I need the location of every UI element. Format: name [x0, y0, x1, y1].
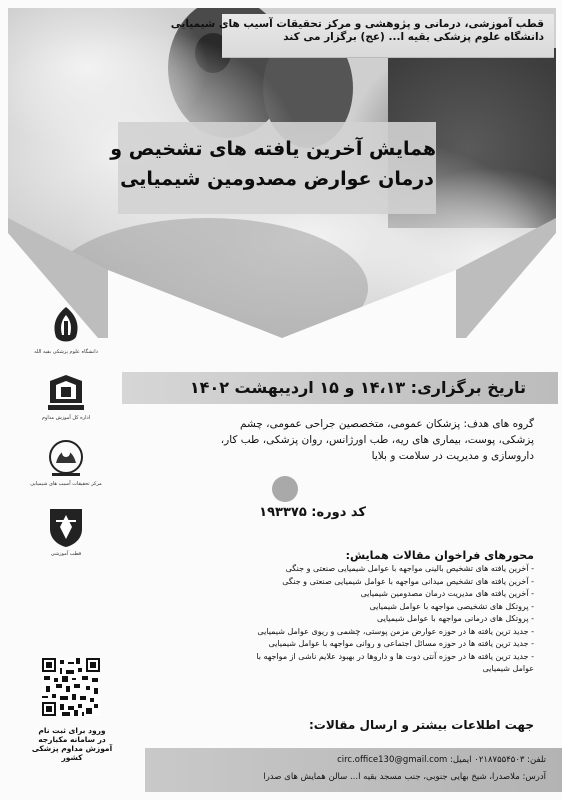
title-box: [110, 122, 436, 214]
organizer-line-2: دانشگاه علوم پزشکی بقیه ا... (عج) برگزار می کند: [283, 31, 544, 43]
topic-item: - پروتکل های تشخیصی مواجهه با عوامل شیمیایی: [369, 601, 534, 611]
logo-caption-2: اداره کل آموزش مداوم: [41, 415, 91, 421]
call-for-papers-topics: [234, 548, 534, 676]
topic-item: - آخرین یافته های مدیریت درمان مصدومین شیمیایی: [360, 589, 534, 598]
qr-caption-line-2: در سامانه مکبارجه: [38, 735, 106, 744]
organizer-box: [170, 14, 554, 58]
target-groups: [198, 416, 534, 464]
topic-item: - آخرین یافته های تشخیص میدانی مواجهه با عوامل شیمیایی صنعتی و جنگی: [282, 576, 534, 586]
qr-caption-line-3: آموزش مداوم پزشکی کشور: [31, 744, 113, 762]
address-line: آدرس: ملاصدرا، شیخ بهایی جنوبی، جنب مسجد بقیه ا... سالن همایش های صدرا: [263, 772, 546, 782]
education-emblem-icon: [44, 373, 88, 413]
hub-shield-icon: [46, 505, 86, 549]
decorative-circle: [272, 476, 298, 502]
topic-item: عوامل شیمیایی: [482, 664, 534, 673]
logo-research-center: [30, 439, 102, 487]
topic-item: - جدید ترین یافته ها در حوزه آنتی دوت ها و داروها در بهبود علایم ناشی از مواجهه با: [256, 651, 534, 661]
target-line-2: پزشکی، پوست، بیماری های ریه، طب اورژانس، روان پزشکی، طب کار،: [220, 434, 534, 446]
logos-column: [30, 305, 102, 575]
topic-item: - جدید ترین یافته ها در حوزه مسائل اجتماعی و روانی مواجهه با عوامل شیمیایی: [268, 639, 534, 648]
contact-footer: [145, 748, 562, 792]
logo-caption-3: مرکز تحقیقات آسیب های شیمیایی: [30, 481, 102, 487]
title-line-2: درمان عوارض مصدومین شیمیایی: [120, 168, 434, 190]
title-line-1: همایش آخرین یافته های تشخیص و: [110, 138, 436, 160]
event-date: تاریخ برگزاری: ۱۴،۱۳ و ۱۵ اردیبهشت ۱۴۰۲: [189, 378, 526, 397]
organizer-line-1: قطب آموزشی، درمانی و پژوهشی و مرکز تحقیقات آسیب های شیمیایی: [170, 18, 544, 30]
topic-item: - آخرین یافته های تشخیص بالینی مواجهه با عوامل شیمیایی صنعتی و جنگی: [285, 564, 534, 573]
course-code: کد دوره: ۱۹۳۳۷۵: [259, 505, 366, 520]
qr-caption: [28, 726, 116, 762]
logo-university: [36, 305, 96, 355]
topic-item: - پروتکل های درمانی مواجهه با عوامل شیمیایی: [376, 614, 534, 623]
registration-qr-code[interactable]: [42, 658, 100, 716]
logo-caption-4: قطب آموزشی: [50, 551, 82, 557]
qr-caption-line-1: ورود برای ثبت نام: [38, 726, 106, 735]
logo-hub: [36, 505, 96, 557]
university-emblem-icon: [46, 305, 86, 347]
research-center-emblem-icon: [44, 439, 88, 479]
target-line-3: داروسازی و مدیریت در سلامت و بلایا: [371, 450, 534, 462]
more-info-heading: جهت اطلاعات بیشتر و ارسال مقالات:: [309, 718, 534, 732]
date-bar: [122, 372, 558, 404]
topic-item: - جدید ترین یافته ها در حوزه عوارض مزمن پوستی، چشمی و ریوی عوامل شیمیایی: [257, 626, 534, 636]
contact-line: تلفن: ۰۲۱۸۷۵۵۴۵۰۳ ایمیل: circ.office130@gmail.com: [337, 755, 546, 765]
logo-caption-1: دانشگاه علوم پزشکی بقیه الله: [34, 349, 98, 355]
logo-education: [36, 373, 96, 421]
target-line-1: گروه های هدف: پزشکان عمومی، متخصصین جراحی عمومی، چشم: [240, 418, 534, 430]
topics-title: محورهای فراخوان مقالات همایش:: [345, 549, 534, 562]
